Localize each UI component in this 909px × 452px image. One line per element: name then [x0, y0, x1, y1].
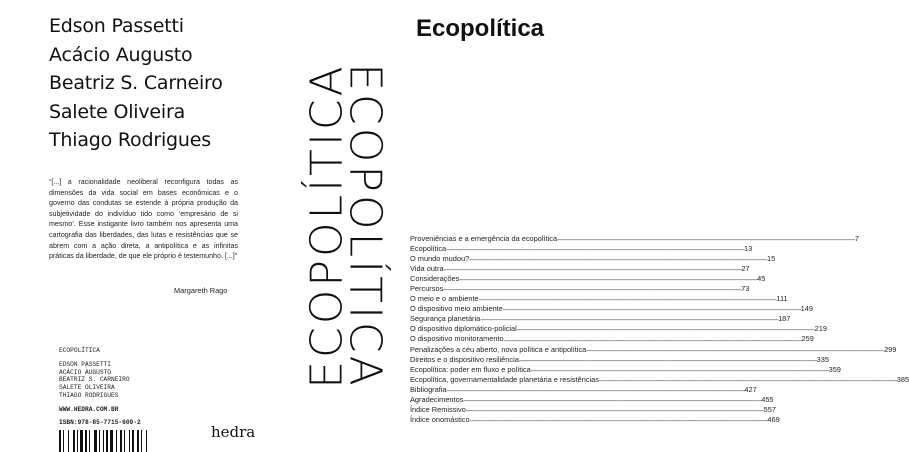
barcode-icon [59, 430, 165, 452]
barcode-bar [59, 430, 61, 452]
toc-leader-dashes: ---------------------------------------------------------------------------------------------------------------------------------------------------------------- [446, 245, 744, 255]
toc-entry-title: O mundo mudou? [410, 254, 470, 264]
toc-entry-page: 111 [776, 294, 788, 304]
toc-entry-page: 187 [778, 314, 791, 324]
toc-entry-title: Penalizações a céu aberto, nova política e antipolítica [410, 344, 587, 354]
toc-leader-dashes: ---------------------------------------------------------------------------------------------------------------------------------------------------------------- [443, 285, 742, 295]
barcode-bar [99, 430, 100, 452]
toc-leader-dashes: ---------------------------------------------------------------------------------------------------------------------------------------------------------------- [586, 345, 885, 355]
toc-leader-dashes: ---------------------------------------------------------------------------------------------------------------------------------------------------------------- [480, 315, 779, 325]
publisher-logo: hedra [211, 423, 256, 441]
toc-entry [410, 364, 841, 375]
toc-leader-dashes: ---------------------------------------------------------------------------------------------------------------------------------------------------------------- [557, 235, 855, 245]
barcode-bar [146, 430, 147, 452]
toc-entry-page: 15 [766, 254, 776, 264]
toc-entry-page: 557 [763, 404, 776, 414]
toc-entry-title: O dispositivo diplomático-policial [410, 324, 517, 334]
toc-entry-title: Percursos [410, 284, 444, 294]
colophon-author: THIAGO RODRIGUES [59, 391, 119, 399]
toc-entry-title: Índice onomástico [410, 414, 470, 424]
toc-entry-page: 149 [800, 304, 813, 314]
barcode-bar [68, 430, 69, 452]
toc-leader-dashes: ---------------------------------------------------------------------------------------------------------------------------------------------------------------- [446, 385, 745, 395]
toc-entry-title: Bibliografia [410, 384, 447, 394]
author-name: Acácio Augusto [49, 43, 193, 66]
barcode-bar [116, 430, 117, 452]
colophon-author: SALETE OLIVEIRA [59, 384, 115, 392]
toc-leader-dashes: ---------------------------------------------------------------------------------------------------------------------------------------------------------------- [518, 355, 817, 365]
barcode-bar [132, 430, 134, 452]
toc-entry-title: Vida outra [410, 264, 444, 274]
toc-entry [410, 324, 827, 335]
barcode-bar [137, 430, 139, 452]
toc-entry [410, 294, 788, 305]
toc-leader-dashes: ---------------------------------------------------------------------------------------------------------------------------------------------------------------- [465, 405, 764, 415]
barcode-bar [73, 430, 75, 452]
barcode-bar [80, 430, 83, 452]
toc-entry-title: O dispositivo monitoramento [410, 334, 504, 344]
toc-leader-dashes: ---------------------------------------------------------------------------------------------------------------------------------------------------------------- [516, 325, 815, 335]
spine-title-downward: ECOPOLÍTICA [339, 63, 391, 389]
toc-entry [410, 284, 750, 295]
barcode-bar [106, 430, 108, 452]
toc-entry-title: Direitos e o dispositivo resiliência [410, 354, 519, 364]
toc-entry-page: 7 [854, 234, 860, 243]
toc-entry-title: O dispositivo meio ambiente [410, 304, 503, 314]
author-name: Salete Oliveira [49, 100, 186, 123]
toc-entry [410, 384, 757, 395]
barcode-bar [85, 430, 87, 452]
toc-entry-title: Proveniências e a emergência da ecopolítica [410, 234, 558, 243]
isbn-text: ISBN:978-85-7715-609-2 [59, 418, 141, 426]
toc-entry-title: Segurança planetária [410, 314, 481, 324]
toc-entry [410, 244, 753, 255]
publisher-url: WWW.HEDRA.COM.BR [59, 405, 119, 413]
toc-entry-page: 427 [744, 384, 757, 394]
toc-entry-title: Ecopolítica: poder em fluxo e política [410, 364, 531, 374]
barcode-bar [110, 430, 113, 452]
toc-entry [410, 304, 813, 315]
barcode-bar [129, 430, 130, 452]
spine-title-upward: ECOPOLÍTICA [301, 63, 353, 389]
toc-entry-title: Ecopolítica, governamentalidade planetária e resistências [410, 374, 599, 384]
toc-entry [410, 264, 750, 275]
toc-entry-page: 455 [761, 394, 774, 404]
toc-entry-page: 469 [767, 414, 780, 424]
back-cover [0, 0, 295, 452]
barcode-bar [63, 430, 64, 452]
author-list [49, 12, 223, 155]
toc-entry [410, 234, 860, 245]
toc-entry-page: 73 [741, 284, 750, 294]
toc-entry [410, 254, 776, 265]
toc-leader-dashes: ---------------------------------------------------------------------------------------------------------------------------------------------------------------- [502, 305, 801, 315]
toc-entry [410, 354, 829, 365]
barcode-bar [120, 430, 122, 452]
toc-entry-page: 335 [816, 354, 829, 364]
toc-entry-page: 359 [828, 364, 841, 374]
toc-leader-dashes: ---------------------------------------------------------------------------------------------------------------------------------------------------------------- [478, 295, 777, 305]
blurb-quote: “[...] a racionalidade neoliberal reconfigura todas as dimensões da vida social em bases econômicas e o governo das condutas se estende à própria produção da subjetividade do indivíduo tido como ‘empresário de si mesmo’. Esse instigante livro também nos apresenta uma cartografia das liberdades, das lutas e resistências que se abrem com a ação direta, a antipolítica e as infinitas práticas da liberdade, de que ele próprio é testemunho. [...]” [49, 178, 238, 261]
toc-entry-page: 385 [896, 374, 909, 384]
toc-entry-title: Índice Remissivo [410, 404, 466, 414]
toc-entry-page: 219 [814, 324, 827, 334]
toc-leader-dashes: ---------------------------------------------------------------------------------------------------------------------------------------------------------------- [599, 375, 897, 385]
toc-leader-dashes: ---------------------------------------------------------------------------------------------------------------------------------------------------------------- [530, 365, 829, 375]
toc-entry [410, 404, 776, 415]
toc-entry [410, 414, 780, 425]
toc-entry-page: 27 [741, 264, 750, 274]
barcode-bar [94, 430, 97, 452]
toc-entry [410, 374, 909, 385]
colophon-title: ECOPOLÍTICA [59, 347, 100, 354]
table-of-contents [410, 234, 909, 425]
spine [300, 18, 392, 434]
toc-entry-page: 299 [884, 344, 897, 354]
toc-entry-title: Ecopolítica [410, 244, 447, 254]
toc-leader-dashes: ---------------------------------------------------------------------------------------------------------------------------------------------------------------- [469, 415, 768, 425]
front-title: Ecopolítica [416, 15, 545, 42]
toc-leader-dashes: ---------------------------------------------------------------------------------------------------------------------------------------------------------------- [469, 255, 767, 265]
toc-entry-page: 13 [743, 244, 753, 254]
author-name: Beatriz S. Carneiro [49, 72, 223, 94]
author-name: Edson Passetti [49, 15, 184, 37]
author-name: Thiago Rodrigues [49, 129, 211, 151]
toc-entry-title: Agradecimentos [410, 394, 464, 404]
colophon-author: ACÁCIO AUGUSTO [59, 368, 111, 376]
toc-entry [410, 394, 774, 405]
toc-entry [410, 344, 897, 355]
toc-leader-dashes: ---------------------------------------------------------------------------------------------------------------------------------------------------------------- [463, 395, 762, 405]
barcode-bar [103, 430, 104, 452]
barcode-bar [124, 430, 125, 452]
toc-entry-title: O meio e o ambiente [410, 294, 479, 304]
barcode-bar [89, 430, 90, 452]
barcode-bar [77, 430, 78, 452]
colophon-author: BEATRIZ S. CARNEIRO [59, 376, 130, 384]
blurb-author: Margareth Rago [174, 286, 228, 295]
colophon-author: EDSON PASSETTI [59, 360, 111, 368]
toc-entry [410, 274, 766, 285]
toc-entry-page: 259 [801, 334, 814, 344]
toc-entry-page: 45 [757, 274, 766, 284]
toc-entry [410, 314, 791, 325]
toc-leader-dashes: ---------------------------------------------------------------------------------------------------------------------------------------------------------------- [459, 275, 758, 285]
toc-entry [410, 334, 814, 345]
toc-entry-title: Considerações [410, 274, 460, 284]
barcode-bar [141, 430, 142, 452]
toc-leader-dashes: ---------------------------------------------------------------------------------------------------------------------------------------------------------------- [503, 335, 802, 345]
colophon [59, 347, 141, 426]
toc-leader-dashes: ---------------------------------------------------------------------------------------------------------------------------------------------------------------- [443, 265, 742, 275]
